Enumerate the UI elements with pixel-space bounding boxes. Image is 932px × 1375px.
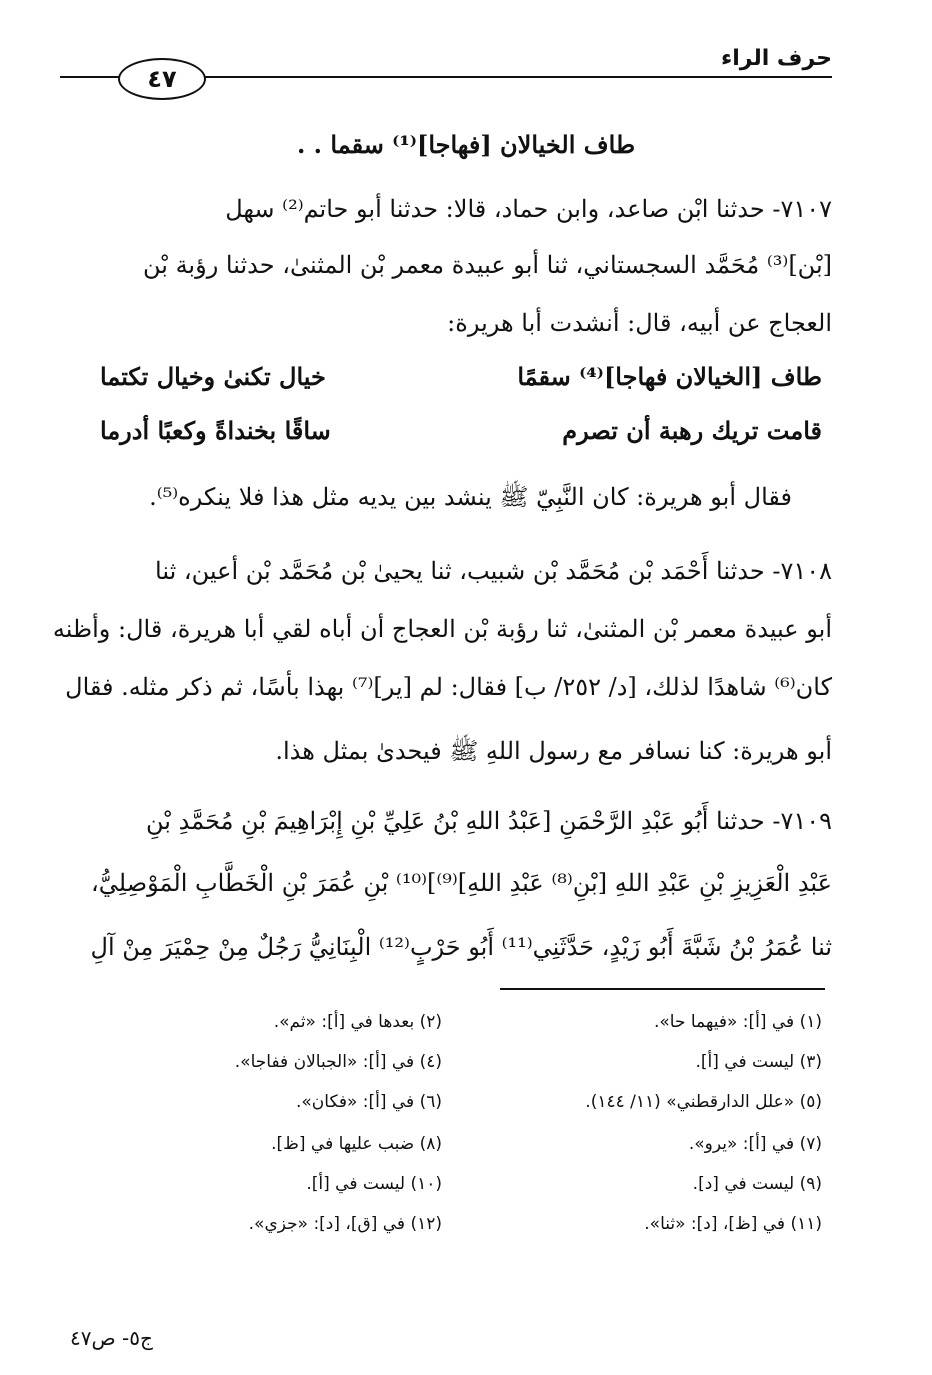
footnote-9: (٩) ليست في [د]. (692, 1174, 822, 1194)
poem-verse-1 (100, 360, 822, 394)
verse-2-first-hemistich: قامت تريك رهبة أن تصرم (562, 416, 822, 445)
footnote-11: (١١) في [ظ]، [د]: «ثنا». (644, 1214, 822, 1234)
hadith-7108-line-1: ٧١٠٨- حدثنا أَحْمَد بْن مُحَمَّد بْن شبيب، ثنا يحيىٰ بْن مُحَمَّد بْن أعين، ثنا (155, 557, 832, 585)
hadith-7108-line-4: أبو هريرة: كنا نسافر مع رسول اللهِ ﷺ فيحدىٰ بمثل هذا. (275, 737, 832, 765)
hadith-7109-line-2: عَبْدِ الْعَزِيزِ بْنِ عَبْدِ اللهِ [بْنِ⁽⁸⁾ عَبْدِ اللهِ]⁽⁹⁾]⁽¹⁰⁾ بْنِ عُمَرَ بْنِ الْخَطَّابِ الْمَوْصِلِيُّ، (91, 869, 832, 897)
verse-2-second-hemistich: ساقًا بخنداةً وكعبًا أدرما (100, 416, 331, 445)
footnote-10: (١٠) ليست في [أ]. (306, 1174, 442, 1194)
hadith-7108-line-2: أبو عبيدة معمر بْن المثنىٰ، ثنا رؤبة بْن العجاج أن أباه لقي أبا هريرة، قال: وأظنه (52, 615, 832, 643)
footnote-6: (٦) في [أ]: «فكان». (295, 1092, 442, 1112)
hadith-7109-line-3: ثنا عُمَرُ بْنُ شَبَّةَ أَبُو زَيْدٍ، حَدَّثَنِي⁽¹¹⁾ أَبُو حَرْبٍ⁽¹²⁾ الْبِنَانِيُّ رَجُلٌ مِنْ حِمْيَرَ مِنْ آلِ (90, 933, 832, 961)
footnote-4: (٤) في [أ]: «الجبالان ففاجا». (234, 1052, 442, 1072)
hadith-7107-line-4: فقال أبو هريرة: كان النَّبِيّ ﷺ ينشد بين يديه مثل هذا فلا ينكره⁽⁵⁾. (149, 483, 792, 511)
footnote-7: (٧) في [أ]: «يرو». (688, 1134, 822, 1154)
verse-heading: طاف الخيالان [فهاجا]⁽¹⁾ سقما . . (296, 130, 636, 159)
volume-page-footer: ج٥- ص٤٧ (70, 1326, 153, 1350)
hadith-7107-line-1: ٧١٠٧- حدثنا ابْن صاعد، وابن حماد، قالا: حدثنا أبو حاتم⁽²⁾ سهل (225, 195, 832, 223)
page-number-badge: ٤٧ (118, 58, 206, 100)
footnote-5: (٥) «علل الدارقطني» (١١/ ١٤٤). (585, 1092, 822, 1112)
footnote-12: (١٢) في [ق]، [د]: «جزي». (248, 1214, 442, 1234)
footnote-3: (٣) ليست في [أ]. (695, 1052, 822, 1072)
verse-1-first-hemistich: طاف [الخيالان فهاجا]⁽⁴⁾ سقمًا (517, 362, 822, 391)
poem-verse-2 (100, 414, 822, 448)
footnote-rule (500, 988, 825, 990)
chapter-title: حرف الراء (720, 46, 832, 71)
hadith-7107-line-2: [بْن]⁽³⁾ مُحَمَّد السجستاني، ثنا أبو عبيدة معمر بْن المثنىٰ، حدثنا رؤبة بْن (142, 251, 832, 279)
hadith-7109-line-1: ٧١٠٩- حدثنا أَبُو عَبْدِ الرَّحْمَنِ [عَبْدُ اللهِ بْنُ عَلِيِّ بْنِ إِبْرَاهِيمَ بْنِ مُحَمَّدِ بْنِ (146, 807, 832, 835)
footnote-1: (١) في [أ]: «فيهما حا». (653, 1012, 822, 1032)
footnote-8: (٨) ضبب عليها في [ظ]. (271, 1134, 442, 1154)
verse-1-second-hemistich: خيال تكنىٰ وخيال تكتما (100, 362, 326, 391)
hadith-7107-line-3: العجاج عن أبيه، قال: أنشدت أبا هريرة: (447, 309, 832, 337)
hadith-7108-line-3: كان⁽⁶⁾ شاهدًا لذلك، [د/ ٢٥٢/ ب] فقال: لم [ير]⁽⁷⁾ بهذا بأسًا، ثم ذكر مثله. فقال (65, 673, 832, 701)
footnote-2: (٢) بعدها في [أ]: «ثم». (273, 1012, 442, 1032)
